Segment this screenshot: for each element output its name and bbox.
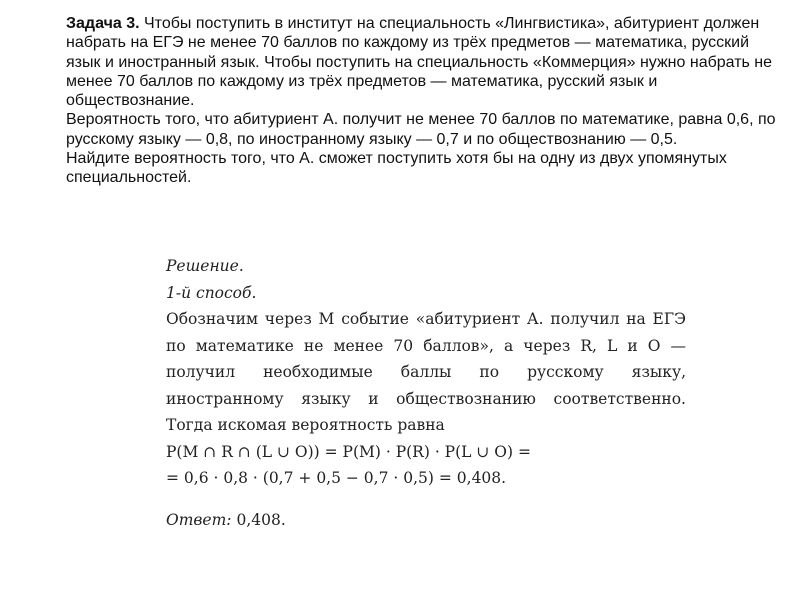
solution-answer xyxy=(166,507,686,534)
solution-title: Решение. xyxy=(166,257,244,275)
answer-label: Ответ: xyxy=(166,510,232,529)
solution-body: Обозначим через M событие «абитуриент А. получил на ЕГЭ по математике не менее 70 баллов», а через R, L и O — получил необходимые баллы по русскому языку, иностранному языку и обществознанию соответственно. Тогда искомая вероятность равна xyxy=(166,310,686,434)
solution-formula-line-2: = 0,6 · 0,8 · (0,7 + 0,5 − 0,7 · 0,5) = 0,408. xyxy=(166,469,507,487)
problem-statement xyxy=(66,14,776,188)
solution-image xyxy=(166,253,686,533)
problem-label: Задача 3. xyxy=(66,15,140,32)
solution-formula-line-1: P(M ∩ R ∩ (L ∪ O)) = P(M) · P(R) · P(L ∪ O) = xyxy=(166,442,531,461)
problem-text-1: Чтобы поступить в институт на специальность «Лингвистика», абитуриент должен набрать на ЕГЭ не менее 70 баллов по каждому из трёх предметов — математика, русский язык и иностранный язык. Чтобы поступить на специальность «Коммерция» нужно набрать не менее 70 баллов по каждому из трёх предметов — математика, русский язык и обществознание. xyxy=(66,15,773,110)
solution-method: 1-й способ. xyxy=(166,283,257,302)
problem-paragraph-1 xyxy=(66,14,776,110)
problem-paragraph-3: Найдите вероятность того, что А. сможет поступить хотя бы на одну из двух упомянутых специальностей. xyxy=(66,150,727,187)
answer-value: 0,408. xyxy=(236,510,286,529)
problem-paragraph-2: Вероятность того, что абитуриент А. получит не менее 70 баллов по математике, равна 0,6, по русскому языку — 0,8, по иностранному языку — 0,7 и по обществознанию — 0,5. xyxy=(66,111,776,148)
